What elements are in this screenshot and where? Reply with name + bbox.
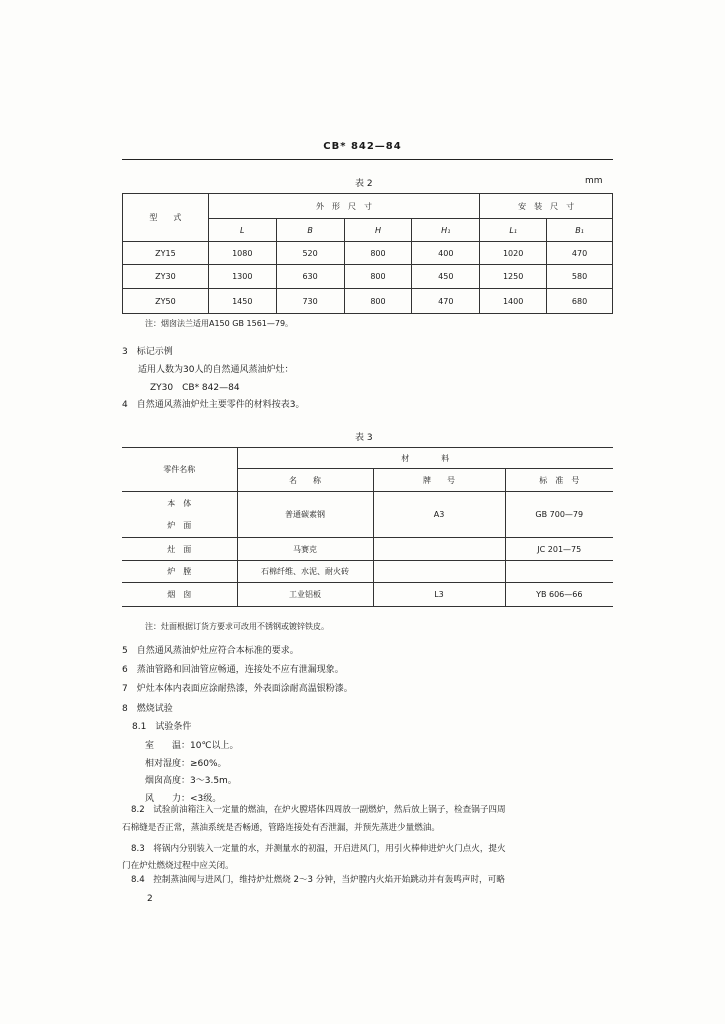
table3-part-cover: 炉 面: [167, 520, 192, 530]
table2-cell: 730: [276, 289, 344, 314]
table3-subheader: 标 准 号: [505, 469, 613, 492]
table2-note: 注：烟囱法兰适用A150 GB 1561—79。: [145, 319, 294, 328]
table2-cell: 470: [547, 242, 613, 265]
table3-subheader: 名 称: [237, 469, 373, 492]
table3-cell-std: JC 201—75: [505, 538, 613, 561]
section8-2-line1: 8.2 试验前油箱注入一定量的燃油，在炉火膛塔体四周放一副燃炉，然后放上锅子，检查锅子四周: [131, 805, 506, 815]
table2-unit: mm: [585, 176, 603, 186]
table3-cell-name: 石棉纤维、水泥、耐火砖: [237, 561, 373, 583]
table3-cell-name: 普通碳素钢: [237, 492, 373, 538]
header-rule: [122, 159, 613, 160]
table3-part-body: 本 体: [167, 498, 192, 508]
table-row: [122, 583, 613, 607]
table2-subheader: H: [344, 219, 412, 242]
table3-header-material: 材 料: [237, 448, 613, 469]
table2-cell: 1400: [480, 289, 547, 314]
table2-cell: 520: [276, 242, 344, 265]
table2-cell: 800: [344, 289, 412, 314]
table2-header-type: 型 式: [123, 194, 209, 242]
table3: [122, 447, 613, 607]
table3-cell-std: GB 700—79: [505, 492, 613, 538]
table3-caption: 表 3: [355, 433, 373, 443]
table2-header-outer: 外 形 尺 寸: [208, 194, 479, 219]
table2-cell: 630: [276, 265, 344, 289]
section8-2-line2: 石棉缝是否正常，蒸油系统是否畅通，管路连接处有否泄漏，并预先蒸进少量燃油。: [122, 823, 440, 833]
table-row: [122, 561, 613, 583]
table2-subheader: L: [208, 219, 276, 242]
section8-heading: 8 燃烧试验: [122, 704, 173, 714]
condition-chimney-height: 烟囱高度：3～3.5m。: [145, 776, 237, 786]
table2-subheader: L₁: [480, 219, 547, 242]
section8-1-heading: 8.1 试验条件: [132, 722, 192, 732]
table2-cell: 1080: [208, 242, 276, 265]
table3-cell-part: 灶 面: [122, 538, 237, 561]
section8-3-line2: 门在炉灶燃烧过程中应关闭。: [122, 861, 234, 871]
table2: [122, 193, 613, 314]
table2-cell: 1450: [208, 289, 276, 314]
table3-cell-part: [122, 492, 237, 538]
table2-cell-type: ZY15: [123, 242, 209, 265]
table-row: [123, 265, 613, 289]
table2-caption: 表 2: [355, 179, 373, 189]
table2-cell-type: ZY30: [123, 265, 209, 289]
table2-cell: 1300: [208, 265, 276, 289]
table3-cell-grade: [373, 538, 505, 561]
table3-cell-grade: L3: [373, 583, 505, 607]
table3-subheader: 牌 号: [373, 469, 505, 492]
table2-cell: 800: [344, 242, 412, 265]
table3-cell-std: [505, 561, 613, 583]
table3-cell-grade: A3: [373, 492, 505, 538]
section4-text: 4 自然通风蒸油炉灶主要零件的材料按表3。: [122, 400, 305, 410]
table2-cell: 680: [547, 289, 613, 314]
table2-cell: 400: [412, 242, 480, 265]
page-header-title: CB* 842—84: [323, 141, 402, 152]
condition-temperature: 室 温：10℃以上。: [145, 741, 239, 751]
table3-cell-name: 工业铝板: [237, 583, 373, 607]
table2-subheader: B₁: [547, 219, 613, 242]
table2-cell: 470: [412, 289, 480, 314]
condition-wind: 风 力：<3级。: [145, 794, 222, 804]
section3-line1: 适用人数为30人的自然通风蒸油炉灶：: [138, 365, 294, 375]
table2-cell: 580: [547, 265, 613, 289]
section3-line2: ZY30 CB* 842—84: [150, 383, 240, 393]
table3-cell-part: 烟 囱: [122, 583, 237, 607]
section7-text: 7 炉灶本体内表面应涂耐热漆，外表面涂耐高温银粉漆。: [122, 684, 353, 694]
section8-4-line1: 8.4 控制蒸油阀与进风门，维持炉灶燃烧 2～3 分钟，当炉膛内火焰开始跳动并有轰鸣声时，可略: [131, 875, 505, 885]
table2-cell: 800: [344, 265, 412, 289]
table3-cell-name: 马赛克: [237, 538, 373, 561]
table-row: [123, 242, 613, 265]
page-number: 2: [147, 894, 153, 904]
table2-subheader: B: [276, 219, 344, 242]
table3-header-part: 零件名称: [122, 448, 237, 492]
table-row: [122, 492, 613, 538]
condition-humidity: 相对湿度：≥60%。: [145, 759, 227, 769]
table2-cell: 1020: [480, 242, 547, 265]
table-row: [123, 289, 613, 314]
table3-note: 注：灶面根据订货方要求可改用不锈钢或镀锌铁皮。: [145, 622, 329, 631]
table2-header-install: 安 装 尺 寸: [480, 194, 613, 219]
table-row: [122, 538, 613, 561]
table3-cell-std: YB 606—66: [505, 583, 613, 607]
table2-cell: 1250: [480, 265, 547, 289]
section3-heading: 3 标记示例: [122, 347, 173, 357]
table3-cell-part: 炉 膛: [122, 561, 237, 583]
table2-subheader: H₁: [412, 219, 480, 242]
section5-text: 5 自然通风蒸油炉灶应符合本标准的要求。: [122, 646, 299, 656]
table3-cell-grade: [373, 561, 505, 583]
table2-cell: 450: [412, 265, 480, 289]
section6-text: 6 蒸油管路和回油管应畅通，连接处不应有泄漏现象。: [122, 665, 344, 675]
table2-cell-type: ZY50: [123, 289, 209, 314]
section8-3-line1: 8.3 将锅内分别装入一定量的水，并测量水的初温，开启进风门，用引火棒伸进炉火门点火，提火: [131, 844, 506, 854]
